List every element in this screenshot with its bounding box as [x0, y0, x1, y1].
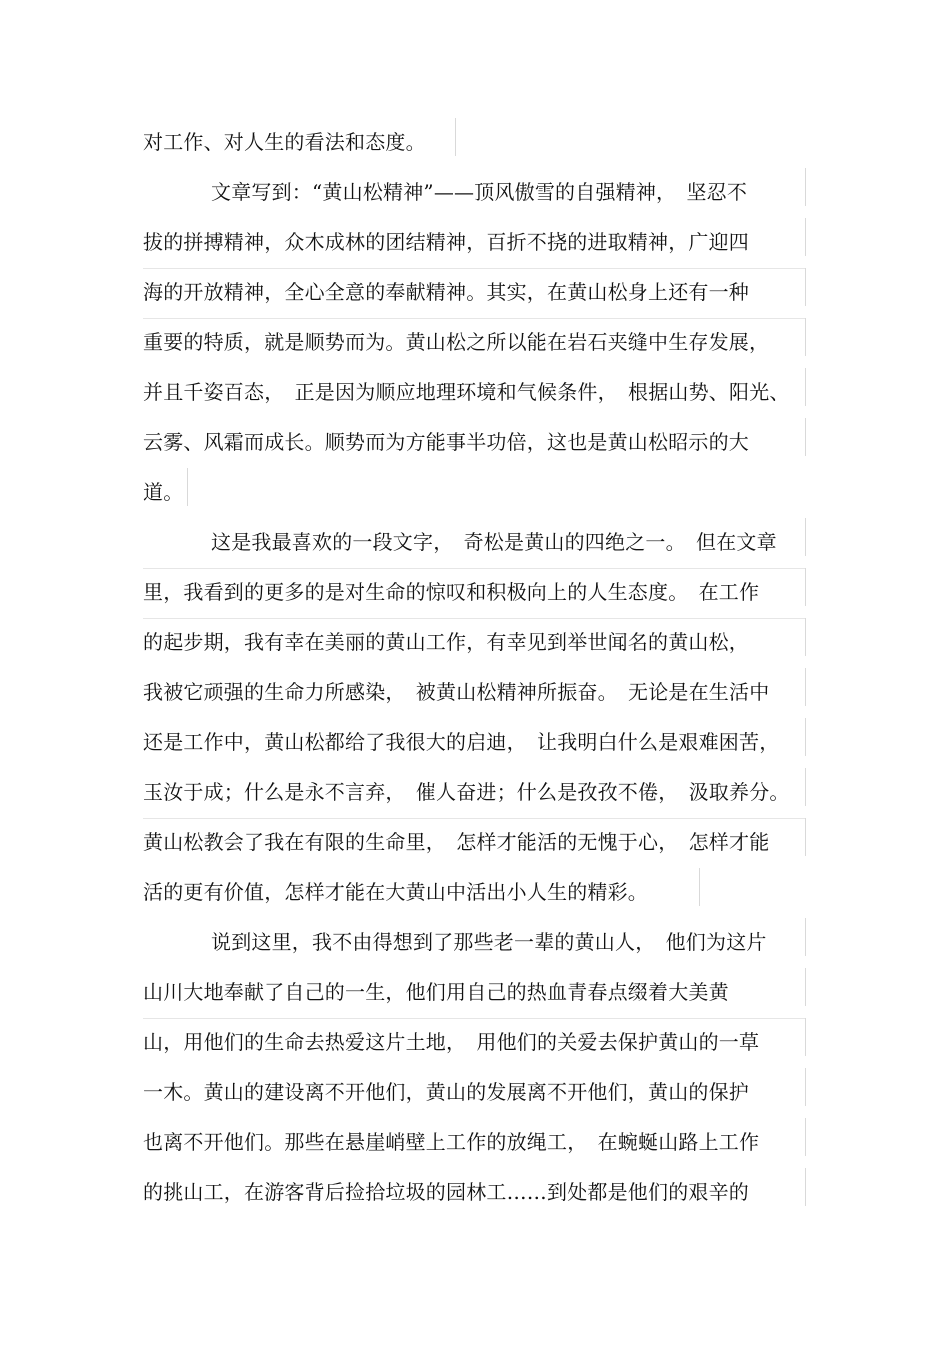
text-line: [143, 528, 777, 578]
text-line: [143, 328, 770, 378]
text-line: [143, 728, 780, 778]
paragraph-text: 还是工作中，黄山松都给了我很大的启迪， 让我明白什么是艰难困苦，: [143, 730, 780, 754]
paragraph-text: 云雾、风霜而成长。顺势而为方能事半功倍，这也是黄山松昭示的大: [143, 430, 749, 454]
text-line: [143, 428, 749, 478]
paragraph-text: 山，用他们的生命去热爱这片土地， 用他们的关爱去保护黄山的一草: [143, 1030, 760, 1054]
text-line: [143, 1028, 760, 1078]
text-line: [143, 128, 426, 178]
paragraph-text: 拔的拼搏精神，众木成林的团结精神，百折不挠的进取精神，广迎四: [143, 230, 749, 254]
text-line: [143, 1128, 760, 1178]
paragraph-text: 一木。黄山的建设离不开他们，黄山的发展离不开他们，黄山的保护: [143, 1080, 749, 1104]
paragraph-text: 并且千姿百态， 正是因为顺应地理环境和气候条件， 根据山势、阳光、: [143, 380, 790, 404]
paragraph-text: 我被它顽强的生命力所感染， 被黄山松精神所振奋。 无论是在生活中: [143, 680, 770, 704]
text-line: [143, 678, 770, 728]
paragraph-text: 玉汝于成；什么是永不言弃， 催人奋进；什么是孜孜不倦， 汲取养分。: [143, 780, 790, 804]
text-line: [143, 978, 729, 1028]
paragraph-text: 文章写到：“黄山松精神”——顶风傲雪的自强精神， 坚忍不: [211, 180, 748, 204]
paragraph-text: 活的更有价值，怎样才能在大黄山中活出小人生的精彩。: [143, 880, 648, 904]
paragraph-text: 道。: [143, 480, 184, 504]
text-line: [143, 178, 748, 228]
text-line: [143, 828, 770, 878]
text-line: [143, 278, 749, 328]
paragraph-text: 对工作、对人生的看法和态度。: [143, 130, 426, 154]
text-line: [143, 578, 760, 628]
text-line: [143, 628, 749, 678]
text-line: [143, 378, 790, 428]
text-line: [143, 1178, 749, 1228]
text-line: [143, 478, 184, 528]
paragraph-text: 重要的特质，就是顺势而为。黄山松之所以能在岩石夹缝中生存发展，: [143, 330, 770, 354]
text-line: [143, 1078, 749, 1128]
paragraph-text: 的起步期，我有幸在美丽的黄山工作，有幸见到举世闻名的黄山松，: [143, 630, 749, 654]
text-line: [143, 928, 767, 978]
paragraph-text: 海的开放精神，全心全意的奉献精神。其实，在黄山松身上还有一种: [143, 280, 749, 304]
paragraph-text: 也离不开他们。那些在悬崖峭壁上工作的放绳工， 在蜿蜒山路上工作: [143, 1130, 760, 1154]
paragraph-text: 山川大地奉献了自己的一生，他们用自己的热血青春点缀着大美黄: [143, 980, 729, 1004]
text-line: [143, 778, 790, 828]
paragraph-text: 说到这里，我不由得想到了那些老一辈的黄山人， 他们为这片: [211, 930, 767, 954]
text-line: [143, 878, 648, 928]
paragraph-text: 的挑山工，在游客背后捡拾垃圾的园林工……到处都是他们的艰辛的: [143, 1180, 749, 1204]
text-line: [143, 228, 749, 278]
paragraph-text: 这是我最喜欢的一段文字， 奇松是黄山的四绝之一。 但在文章: [211, 530, 777, 554]
paragraph-text: 黄山松教会了我在有限的生命里， 怎样才能活的无愧于心， 怎样才能: [143, 830, 770, 854]
paragraph-text: 里，我看到的更多的是对生命的惊叹和积极向上的人生态度。 在工作: [143, 580, 760, 604]
